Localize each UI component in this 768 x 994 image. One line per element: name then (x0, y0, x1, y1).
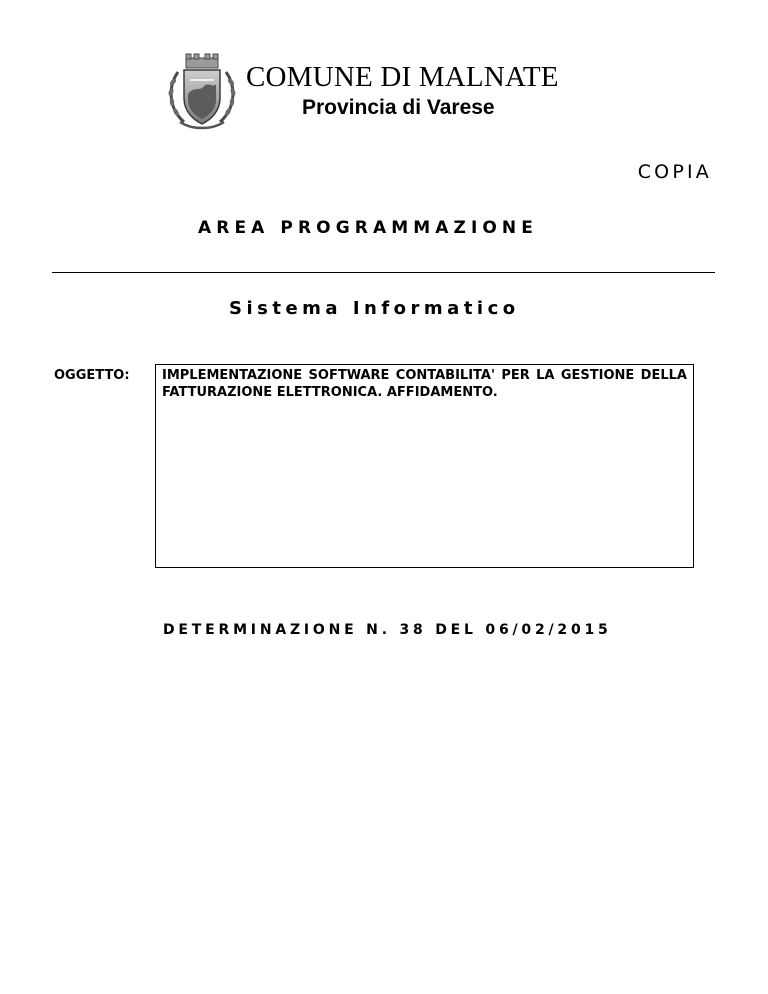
subject-box (155, 364, 694, 568)
section-title: Sistema Informatico (229, 298, 520, 319)
province-name: Provincia di Varese (302, 96, 495, 119)
area-title: AREA PROGRAMMAZIONE (198, 218, 538, 238)
determination-number: DETERMINAZIONE N. 38 DEL 06/02/2015 (163, 622, 612, 638)
horizontal-divider (52, 272, 715, 273)
subject-label: OGGETTO: (54, 368, 130, 383)
copy-label: COPIA (637, 161, 712, 183)
subject-text: IMPLEMENTAZIONE SOFTWARE CONTABILITA' PER LA GESTIONE DELLA FATTURAZIONE ELETTRONICA. AFFIDAMENTO. (162, 368, 687, 400)
municipality-name: COMUNE DI MALNATE (246, 61, 559, 93)
municipal-crest-icon (164, 52, 240, 132)
